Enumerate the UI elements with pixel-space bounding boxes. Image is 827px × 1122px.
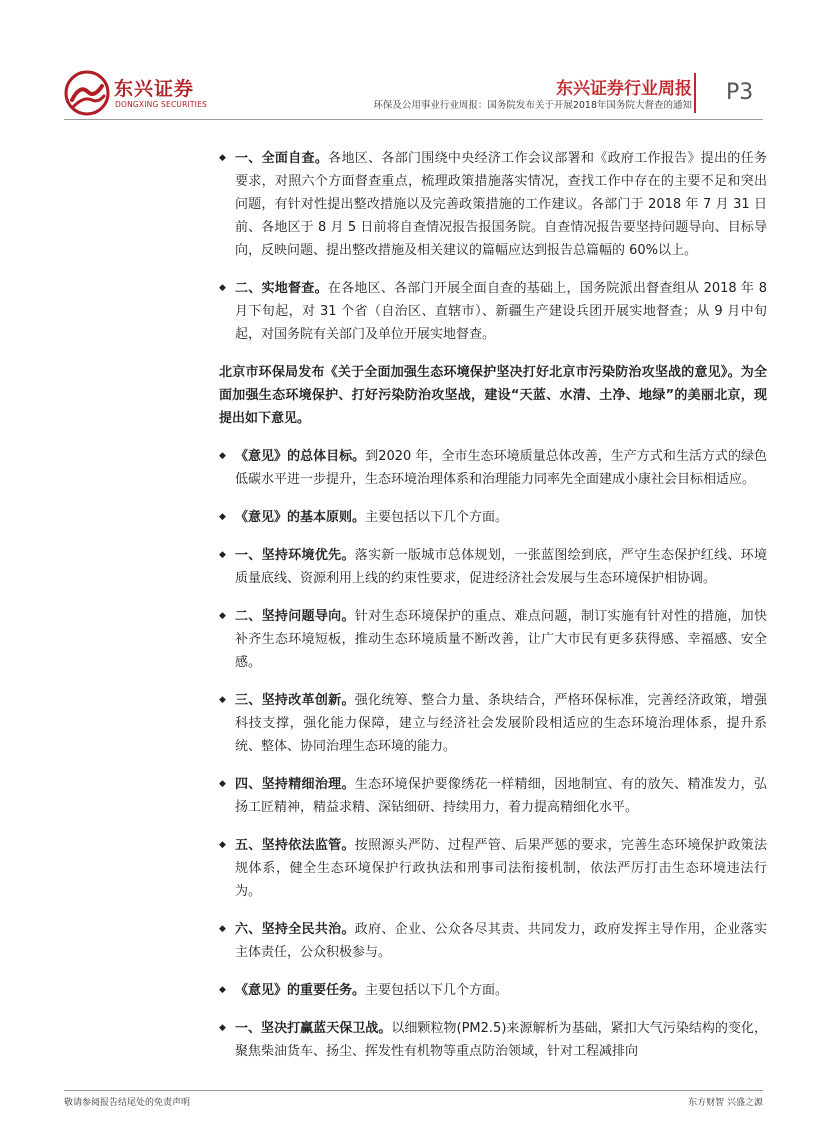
- bullet-icon: ◆: [219, 451, 226, 461]
- bullet-paragraph: [219, 773, 767, 819]
- dongxing-logo-icon: [64, 70, 110, 116]
- paragraph-body: 按照源头严防、过程严管、后果严惩的要求，完善生态环境保护政策法规体系，健全生态环境保护行政执法和刑事司法衔接机制，依法严厉打击生态环境违法行为。: [235, 838, 767, 899]
- paragraph-lead: 四、坚持精细治理。: [235, 777, 355, 792]
- header-rule: [64, 119, 763, 120]
- bullet-icon: ◆: [219, 1023, 226, 1033]
- paragraph-lead: 二、坚持问题导向。: [235, 609, 355, 624]
- bullet-icon: ◆: [219, 985, 226, 995]
- logo-english-name: DONGXING SECURITIES: [115, 100, 207, 109]
- bullet-paragraph: [219, 605, 767, 674]
- bullet-paragraph: [219, 918, 767, 964]
- bullet-icon: ◆: [219, 840, 226, 850]
- company-logo: [64, 70, 234, 120]
- report-body: [219, 147, 767, 1078]
- paragraph-lead: 二、实地督查。: [235, 281, 328, 296]
- paragraph-lead: 一、坚决打赢蓝天保卫战。: [235, 1021, 392, 1036]
- paragraph-body: 政府、企业、公众各尽其责、共同发力，政府发挥主导作用，企业落实主体责任，公众积极参与。: [235, 922, 767, 960]
- paragraph-lead: 一、全面自查。: [235, 151, 329, 166]
- paragraph-body: 强化统筹、整合力量、条块结合，严格环保标准，完善经济政策，增强科技支撑，强化能力保障，建立与经济社会发展阶段相适应的生态环境治理体系，提升系统、整体、协同治理生态环境的能力。: [235, 693, 767, 754]
- bullet-icon: ◆: [219, 283, 226, 293]
- bullet-icon: ◆: [219, 550, 226, 560]
- bullet-paragraph: [219, 689, 767, 758]
- bullet-icon: ◆: [219, 153, 226, 163]
- paragraph-lead: 六、坚持全民共治。: [235, 922, 355, 937]
- paragraph-body: 落实新一版城市总体规划，一张蓝图绘到底，严守生态保护红线、环境质量底线、资源利用上线的约束性要求，促进经济社会发展与生态环境保护相协调。: [235, 548, 767, 586]
- section-heading: 北京市环保局发布《关于全面加强生态环境保护坚决打好北京市污染防治攻坚战的意见》。为全面加强生态环境保护、打好污染防治攻坚战，建设“天蓝、水清、土净、地绿”的美丽北京，现提出如下意见。: [219, 365, 767, 426]
- paragraph-body: 主要包括以下几个方面。: [365, 983, 509, 998]
- paragraph-lead: 《意见》的重要任务。: [235, 983, 366, 998]
- paragraph-body: 生态环境保护要像绣花一样精细，因地制宜、有的放矢、精准发力，弘扬工匠精神，精益求精、深钻细研、持续用力，着力提高精细化水平。: [235, 777, 767, 815]
- paragraph-lead: 五、坚持依法监管。: [235, 838, 355, 853]
- bullet-paragraph: [219, 147, 767, 262]
- report-subtitle: 环保及公用事业行业周报：国务院发布关于开展2018年国务院大督查的通知: [373, 100, 692, 111]
- bullet-paragraph: [219, 979, 767, 1002]
- bullet-icon: ◆: [219, 779, 226, 789]
- bullet-icon: ◆: [219, 695, 226, 705]
- bullet-icon: ◆: [219, 512, 226, 522]
- paragraph-body: 到2020 年，全市生态环境质量总体改善，生产方式和生活方式的绿色低碳水平进一步提升，生态环境治理体系和治理能力同率先全面建成小康社会目标相适应。: [235, 449, 767, 487]
- paragraph-body: 针对生态环境保护的重点、难点问题，制订实施有针对性的措施，加快补齐生态环境短板，推动生态环境质量不断改善，让广大市民有更多获得感、幸福感、安全感。: [235, 609, 767, 670]
- paragraph-body: 主要包括以下几个方面。: [365, 510, 509, 525]
- bullet-paragraph: [219, 445, 767, 491]
- bullet-paragraph: [219, 544, 767, 590]
- paragraph-body: 各地区、各部门围绕中央经济工作会议部署和《政府工作报告》提出的任务要求，对照六个方面督查重点，梳理政策措施落实情况，查找工作中存在的主要不足和突出问题，有针对性提出整改措施以及完善政策措施的工作建议。各部门于 2018 年 7 月 31 日前、各地区于 8 月 5 日前将自查情况报告报国务院。自查情况报告要坚持问题导向、目标导向，反映问题、提出整改措施及相关建议的篇幅应达到报告总篇幅的 60%以上。: [235, 151, 767, 258]
- page-number: P3: [726, 80, 754, 105]
- logo-chinese-name: 东兴证券: [114, 78, 195, 100]
- paragraph-lead: 一、坚持环境优先。: [235, 548, 355, 563]
- disclaimer-note: 敬请参阅报告结尾处的免责声明: [64, 1098, 191, 1108]
- bullet-paragraph: [219, 834, 767, 903]
- bullet-paragraph: [219, 1017, 767, 1063]
- paragraph-lead: 《意见》的基本原则。: [235, 510, 366, 525]
- bullet-paragraph: [219, 277, 767, 346]
- footer-slogan: 东方财智 兴盛之源: [688, 1098, 763, 1108]
- paragraph-body: 在各地区、各部门开展全面自查的基础上，国务院派出督查组从 2018 年 8 月下旬起，对 31 个省（自治区、直辖市）、新疆生产建设兵团开展实地督查；从 9 月中旬起，对国务院有关部门及单位开展实地督查。: [235, 281, 767, 342]
- footer-rule: [64, 1090, 763, 1091]
- report-series-title: 东兴证券行业周报: [556, 79, 692, 99]
- bullet-icon: ◆: [219, 611, 226, 621]
- paragraph-lead: 《意见》的总体目标。: [235, 449, 366, 464]
- header-divider: [694, 73, 696, 113]
- paragraph-body: 以细颗粒物(PM2.5)来源解析为基础，紧扣大气污染结构的变化，聚焦柴油货车、扬尘、挥发性有机物等重点防治领域，针对工程减排向: [235, 1021, 767, 1059]
- bullet-icon: ◆: [219, 924, 226, 934]
- bullet-paragraph: [219, 506, 767, 529]
- paragraph-lead: 三、坚持改革创新。: [235, 693, 355, 708]
